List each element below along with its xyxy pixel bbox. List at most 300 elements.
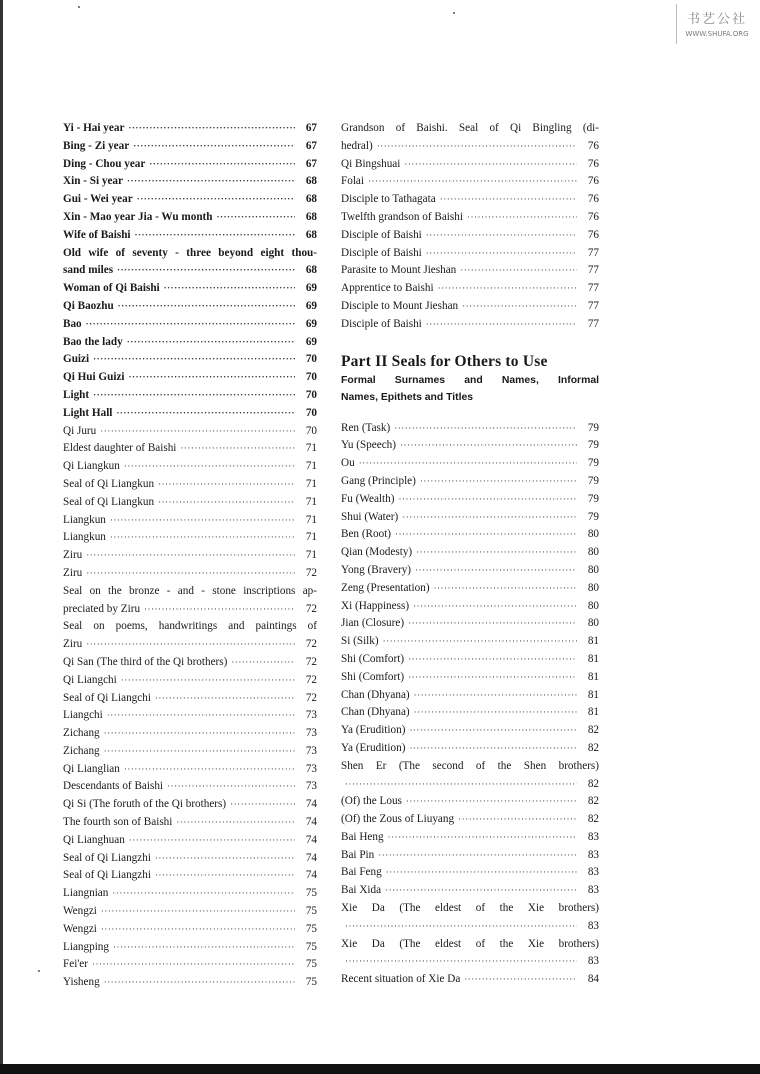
toc-entry-page: 83 [587, 866, 599, 879]
toc-entry-label: Seal of Qi Liangchi [63, 691, 151, 704]
toc-entry [63, 636, 317, 654]
toc-entry-label: Parasite to Mount Jieshan [341, 264, 457, 277]
toc-entry-label: Twelfth grandson of Baishi [341, 210, 463, 223]
toc-entry [341, 651, 599, 669]
toc-entry [341, 209, 599, 227]
toc-entry-label: Descendants of Baishi [63, 780, 164, 793]
toc-entry [341, 420, 599, 438]
toc-entry-label: Yisheng [63, 976, 100, 989]
toc-leader-dots [135, 227, 295, 245]
toc-entry-label: (Of) the Zous of Liuyang [341, 813, 455, 826]
toc-entry-label: Xin - Si year [63, 175, 123, 188]
toc-entry-page: 69 [305, 299, 317, 312]
toc-entry-page: 72 [305, 691, 317, 704]
toc-entry [341, 704, 599, 722]
toc-leader-dots [112, 885, 295, 903]
toc-entry-page: 72 [305, 638, 317, 651]
toc-entry [341, 491, 599, 509]
toc-entry-label: Wengzi [63, 905, 97, 918]
toc-entry-page: 68 [305, 210, 317, 223]
toc-entry-page: 71 [305, 531, 317, 544]
toc-entry-page: 71 [305, 477, 317, 490]
toc-entry [63, 156, 317, 174]
toc-entry [341, 740, 599, 758]
toc-entry-label: Bai Feng [341, 866, 382, 879]
toc-entry [341, 298, 599, 316]
toc-entry-page: 71 [305, 549, 317, 562]
toc-entry [341, 138, 599, 156]
toc-entry [341, 882, 599, 900]
toc-entry-page: 75 [305, 940, 317, 953]
toc-leader-dots [426, 316, 577, 334]
toc-entry-label: Bao the lady [63, 335, 123, 348]
toc-entry-page: 79 [587, 457, 599, 470]
toc-entry-label: Qi Si (The foruth of the Qi brothers) [63, 798, 227, 811]
toc-entry-label: Zichang [63, 744, 100, 757]
toc-leader-dots [104, 725, 295, 743]
toc-entry-page: 73 [305, 727, 317, 740]
toc-entry [63, 405, 317, 423]
toc-leader-dots [368, 173, 577, 191]
toc-entry-label: Qi Bingshuai [341, 157, 401, 170]
toc-leader-dots [158, 476, 295, 494]
toc-entry [63, 761, 317, 779]
toc-entry [63, 334, 317, 352]
toc-entry-page: 81 [587, 706, 599, 719]
toc-entry-label: Liangkun [63, 513, 106, 526]
toc-entry-label: Xi (Happiness) [341, 599, 410, 612]
toc-entry [341, 544, 599, 562]
toc-entry-page: 69 [305, 317, 317, 330]
toc-leader-dots [86, 547, 295, 565]
toc-entry-page: 76 [587, 175, 599, 188]
toc-entry-label: Bai Heng [341, 830, 384, 843]
toc-leader-dots [155, 690, 295, 708]
toc-entry [341, 918, 599, 936]
toc-entry-page: 83 [587, 884, 599, 897]
toc-entry-page: 76 [587, 139, 599, 152]
toc-entry-label: Chan (Dhyana) [341, 688, 410, 701]
toc-entry-label: Ziru [63, 638, 83, 651]
toc-entry-label: Shi (Comfort) [341, 652, 405, 665]
toc-entry-page: 80 [587, 528, 599, 541]
toc-leader-dots [434, 580, 577, 598]
toc-entry-page: 74 [305, 798, 317, 811]
toc-entry-page: 72 [305, 673, 317, 686]
toc-leader-dots [180, 440, 295, 458]
toc-entry [341, 953, 599, 971]
toc-leader-dots [377, 138, 577, 156]
toc-leader-dots [464, 971, 577, 989]
toc-leader-dots [124, 761, 295, 779]
toc-entry-label: Disciple to Tathagata [341, 193, 436, 206]
toc-leader-dots [345, 776, 577, 794]
toc-leader-dots [413, 598, 577, 616]
toc-leader-dots [144, 601, 295, 619]
toc-leader-dots [408, 651, 577, 669]
watermark-url: WWW.SHUFA.ORG [685, 30, 749, 38]
toc-leader-dots [133, 138, 295, 156]
toc-right-bottom-list [341, 420, 599, 990]
toc-entry-page: 70 [305, 406, 317, 419]
toc-entry [63, 725, 317, 743]
toc-entry [63, 280, 317, 298]
toc-entry-page: 68 [305, 228, 317, 241]
toc-leader-dots [104, 974, 295, 992]
toc-entry [341, 598, 599, 616]
toc-leader-dots [409, 740, 577, 758]
toc-entry-page: 75 [305, 887, 317, 900]
toc-entry-label: Yi - Hai year [63, 122, 125, 134]
toc-entry-page: 70 [305, 424, 317, 437]
toc-leader-dots [137, 191, 295, 209]
toc-entry-label: Seal of Qi Liangzhi [63, 869, 151, 882]
toc-leader-dots [416, 544, 577, 562]
toc-entry [341, 437, 599, 455]
toc-leader-dots [420, 473, 577, 491]
toc-entry-page: 70 [305, 388, 317, 401]
toc-entry [63, 138, 317, 156]
toc-leader-dots [414, 704, 577, 722]
toc-entry-page: 68 [305, 193, 317, 206]
scan-edge-left [0, 0, 3, 1074]
toc-entry-label: Bing - Zi year [63, 139, 130, 152]
toc-entry [63, 778, 317, 796]
toc-leader-dots [158, 494, 295, 512]
toc-entry-label: Light Hall [63, 406, 113, 419]
toc-entry [341, 669, 599, 687]
toc-entry [63, 743, 317, 761]
toc-entry-label: Ziru [63, 549, 83, 562]
toc-entry-page: 77 [587, 317, 599, 330]
toc-entry-label: Qi Liangchi [63, 673, 117, 686]
toc-entry-page: 71 [305, 442, 317, 455]
toc-leader-dots [124, 458, 295, 476]
toc-entry [341, 722, 599, 740]
toc-entry [341, 455, 599, 473]
toc-entry [63, 227, 317, 245]
toc-leader-dots [386, 864, 577, 882]
toc-entry-page: 80 [587, 581, 599, 594]
toc-entry-label: Qian (Modesty) [341, 546, 413, 559]
toc-leader-dots [395, 526, 577, 544]
toc-entry-label: Guizi [63, 353, 90, 366]
toc-entry [63, 351, 317, 369]
toc-entry-wrapped-line: Grandson of Baishi. Seal of Qi Bingling (di- [341, 122, 599, 134]
toc-entry [63, 209, 317, 227]
toc-entry-label: Ya (Erudition) [341, 724, 406, 737]
toc-leader-dots [440, 191, 577, 209]
toc-leader-dots [110, 529, 295, 547]
toc-entry [63, 262, 317, 280]
toc-entry-label: Liangkun [63, 531, 106, 544]
scan-speck [453, 12, 455, 14]
toc-entry-page: 82 [587, 813, 599, 826]
toc-entry-page: 73 [305, 709, 317, 722]
toc-entry-label: Ren (Task) [341, 421, 391, 434]
toc-entry-label: Si (Silk) [341, 635, 379, 648]
toc-entry [63, 547, 317, 565]
toc-entry [341, 316, 599, 334]
toc-entry-label: Disciple of Baishi [341, 317, 422, 330]
toc-entry [341, 847, 599, 865]
toc-leader-dots [388, 829, 577, 847]
toc-entry [341, 971, 599, 989]
watermark-logo [676, 4, 757, 44]
toc-entry [63, 120, 317, 138]
toc-entry [63, 939, 317, 957]
toc-entry [341, 156, 599, 174]
toc-entry-label: Bai Xida [341, 884, 382, 897]
toc-entry-wrapped-line: Old wife of seventy - three beyond eight thou- [63, 246, 317, 259]
toc-entry-label: Qi Liangkun [63, 460, 120, 473]
toc-entry-page: 79 [587, 474, 599, 487]
toc-leader-dots [458, 811, 577, 829]
toc-entry-label: Wengzi [63, 922, 97, 935]
toc-leader-dots [101, 921, 295, 939]
toc-entry-label: Yu (Speech) [341, 439, 396, 452]
toc-entry-label: Folai [341, 175, 364, 188]
toc-entry-page: 79 [587, 421, 599, 434]
toc-entry-page: 76 [587, 193, 599, 206]
toc-entry-page: 70 [305, 353, 317, 366]
toc-entry-page: 84 [587, 973, 599, 986]
toc-leader-dots [378, 847, 577, 865]
toc-entry-page: 82 [587, 724, 599, 737]
toc-entry-page: 81 [587, 688, 599, 701]
toc-entry-page: 67 [305, 122, 317, 134]
toc-entry-label: (Of) the Lous [341, 795, 402, 808]
toc-leader-dots [155, 867, 295, 885]
toc-entry-page: 80 [587, 563, 599, 576]
toc-entry-label: Qi San (The third of the Qi brothers) [63, 655, 228, 668]
toc-entry [341, 829, 599, 847]
toc-leader-dots [385, 882, 577, 900]
toc-leader-dots [121, 672, 295, 690]
toc-entry [63, 191, 317, 209]
toc-leader-dots [408, 615, 577, 633]
toc-entry-page: 75 [305, 976, 317, 989]
toc-entry-page: 73 [305, 762, 317, 775]
toc-leader-dots [230, 796, 295, 814]
toc-leader-dots [383, 633, 577, 651]
toc-entry [341, 633, 599, 651]
toc-entry-label: sand miles [63, 264, 114, 277]
toc-entry-label: Ziru [63, 566, 83, 579]
toc-entry-page: 82 [587, 741, 599, 754]
toc-leader-dots [359, 455, 577, 473]
toc-entry [63, 316, 317, 334]
toc-entry-label: hedral) [341, 139, 373, 152]
toc-entry-label: Recent situation of Xie Da [341, 973, 461, 986]
toc-entry-label: preciated by Ziru [63, 602, 141, 615]
toc-entry [341, 687, 599, 705]
toc-entry [63, 494, 317, 512]
toc-entry [341, 864, 599, 882]
toc-entry-label: Seal of Qi Liangkun [63, 477, 155, 490]
toc-entry-page: 77 [587, 246, 599, 259]
toc-entry-page: 69 [305, 335, 317, 348]
toc-entry [63, 850, 317, 868]
toc-entry-label: Gang (Principle) [341, 474, 416, 487]
toc-leader-dots [127, 173, 295, 191]
toc-entry [341, 811, 599, 829]
toc-entry [63, 387, 317, 405]
toc-entry [341, 509, 599, 527]
toc-leader-dots [167, 778, 295, 796]
toc-entry-page: 72 [305, 602, 317, 615]
toc-entry-label: Apprentice to Baishi [341, 282, 434, 295]
toc-leader-dots [100, 423, 295, 441]
toc-leader-dots [460, 262, 577, 280]
toc-entry-page: 80 [587, 617, 599, 630]
scan-edge-bottom [0, 1064, 760, 1074]
toc-entry-label: Qi Juru [63, 424, 97, 437]
section-title: Part II Seals for Others to Use [341, 352, 548, 370]
toc-entry-label: Zeng (Presentation) [341, 581, 430, 594]
toc-entry-label: The fourth son of Baishi [63, 816, 173, 829]
toc-entry [63, 690, 317, 708]
toc-entry-page: 81 [587, 635, 599, 648]
toc-entry-page: 72 [305, 566, 317, 579]
toc-entry-wrapped-line: Seal on the bronze - and - stone inscriptions ap- [63, 584, 317, 597]
toc-entry [63, 903, 317, 921]
toc-entry-page: 79 [587, 492, 599, 505]
toc-entry [63, 423, 317, 441]
toc-entry [63, 707, 317, 725]
toc-entry-page: 74 [305, 869, 317, 882]
toc-entry-label: Liangchi [63, 709, 103, 722]
toc-entry-label: Disciple to Mount Jieshan [341, 299, 459, 312]
toc-entry [63, 565, 317, 583]
scan-speck [38, 970, 40, 972]
toc-entry-page: 68 [305, 264, 317, 277]
toc-entry [341, 173, 599, 191]
toc-entry-label: Gui - Wei year [63, 193, 133, 206]
toc-entry [63, 512, 317, 530]
toc-entry-label: Disciple of Baishi [341, 228, 422, 241]
toc-entry-label: Wife of Baishi [63, 228, 131, 241]
toc-entry-page: 83 [587, 955, 599, 968]
toc-leader-dots [118, 298, 295, 316]
toc-leader-dots [438, 280, 577, 298]
toc-entry-page: 70 [305, 371, 317, 384]
toc-entry-page: 68 [305, 175, 317, 188]
toc-entry [63, 369, 317, 387]
toc-entry-label: Ou [341, 457, 355, 470]
toc-entry-label: Shui (Water) [341, 510, 399, 523]
toc-entry-label: Chan (Dhyana) [341, 706, 410, 719]
toc-leader-dots [345, 953, 577, 971]
toc-entry [341, 262, 599, 280]
toc-entry-label: Light [63, 388, 90, 401]
toc-entry [63, 440, 317, 458]
toc-entry-label: Qi Hui Guizi [63, 371, 125, 384]
toc-entry-page: 73 [305, 744, 317, 757]
toc-leader-dots [129, 832, 295, 850]
toc-right-column [341, 120, 599, 989]
toc-leader-dots [415, 562, 577, 580]
toc-entry [63, 476, 317, 494]
toc-entry [63, 814, 317, 832]
toc-leader-dots [408, 669, 577, 687]
toc-entry-label: Eldest daughter of Baishi [63, 442, 177, 455]
toc-entry [63, 601, 317, 619]
toc-entry [341, 580, 599, 598]
toc-entry-label: Yong (Bravery) [341, 563, 412, 576]
toc-leader-dots [400, 437, 577, 455]
toc-leader-dots [155, 850, 295, 868]
toc-entry-page: 73 [305, 780, 317, 793]
toc-entry [63, 796, 317, 814]
watermark-logo-text: 书艺公社 [686, 12, 747, 27]
toc-leader-dots [409, 722, 577, 740]
toc-entry-page: 76 [587, 228, 599, 241]
toc-entry [341, 227, 599, 245]
toc-entry-label: Bai Pin [341, 848, 375, 861]
toc-entry-label: Qi Lianglian [63, 762, 120, 775]
toc-leader-dots [101, 903, 295, 921]
toc-entry-page: 82 [587, 777, 599, 790]
toc-entry [63, 529, 317, 547]
toc-leader-dots [404, 156, 577, 174]
toc-entry-label: Qi Lianghuan [63, 833, 125, 846]
toc-entry-page: 67 [305, 139, 317, 152]
toc-entry-label: Liangnian [63, 887, 109, 900]
toc-entry-page: 79 [587, 510, 599, 523]
toc-entry-page: 72 [305, 655, 317, 668]
toc-entry [341, 280, 599, 298]
toc-entry-page: 83 [587, 919, 599, 932]
toc-leader-dots [128, 120, 295, 138]
toc-leader-dots [86, 636, 295, 654]
toc-entry-page: 75 [305, 905, 317, 918]
toc-entry [63, 974, 317, 992]
toc-entry-label: Ya (Erudition) [341, 741, 406, 754]
toc-leader-dots [398, 491, 577, 509]
toc-entry [341, 526, 599, 544]
toc-entry-label: Fei'er [63, 958, 89, 971]
toc-leader-dots [93, 351, 295, 369]
toc-entry-page: 82 [587, 795, 599, 808]
toc-leader-dots [116, 405, 295, 423]
toc-entry [341, 793, 599, 811]
toc-leader-dots [414, 687, 577, 705]
toc-entry-page: 75 [305, 922, 317, 935]
toc-entry-page: 83 [587, 848, 599, 861]
toc-leader-dots [113, 939, 295, 957]
toc-leader-dots [231, 654, 295, 672]
toc-entry-page: 74 [305, 833, 317, 846]
toc-leader-dots [467, 209, 577, 227]
toc-entry-label: Disciple of Baishi [341, 246, 422, 259]
toc-leader-dots [86, 565, 295, 583]
toc-leader-dots [92, 956, 295, 974]
toc-entry-page: 67 [305, 157, 317, 170]
toc-entry-page: 83 [587, 830, 599, 843]
toc-entry-label: Liangping [63, 940, 109, 953]
toc-entry-page: 76 [587, 210, 599, 223]
toc-leader-dots [129, 369, 295, 387]
toc-leader-dots [462, 298, 577, 316]
toc-entry-page: 77 [587, 299, 599, 312]
toc-entry [341, 473, 599, 491]
toc-entry-page: 81 [587, 670, 599, 683]
toc-leader-dots [176, 814, 295, 832]
toc-entry-label: Jian (Closure) [341, 617, 405, 630]
toc-entry-page: 74 [305, 851, 317, 864]
toc-entry-label: Xin - Mao year Jia - Wu month [63, 210, 213, 223]
